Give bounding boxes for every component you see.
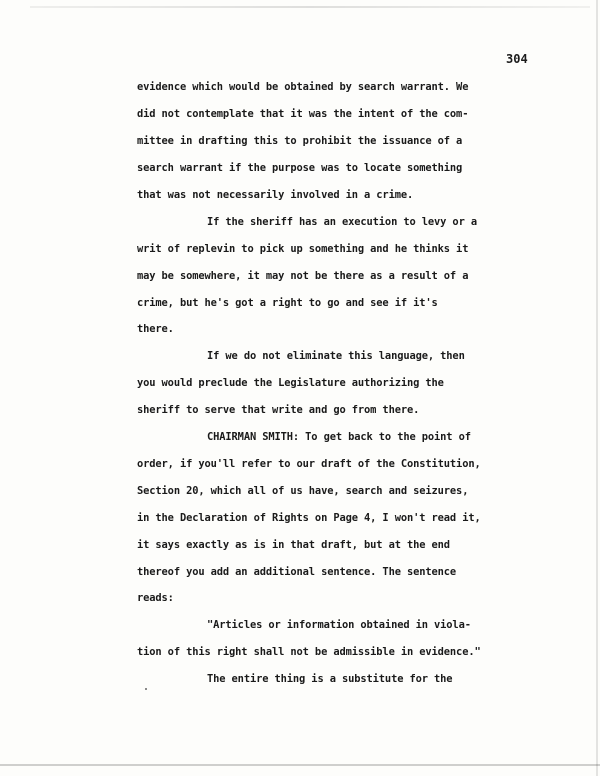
text-line: crime, but he's got a right to go and see if it's: [137, 297, 438, 309]
text-line: order, if you'll refer to our draft of the Constitution,: [137, 458, 481, 470]
text-line: there.: [137, 323, 174, 335]
scan-top-edge: [30, 6, 590, 8]
text-line: mittee in drafting this to prohibit the issuance of a: [137, 135, 463, 147]
text-line: that was not necessarily involved in a crime.: [137, 189, 414, 201]
text-line: evidence which would be obtained by search warrant. We: [137, 81, 469, 93]
text-line: If we do not eliminate this language, then: [207, 350, 465, 362]
text-line: reads:: [137, 592, 174, 604]
text-line: may be somewhere, it may not be there as a result of a: [137, 270, 469, 282]
text-line: Section 20, which all of us have, search and seizures,: [137, 485, 469, 497]
text-line: thereof you add an additional sentence. The sentence: [137, 566, 457, 578]
scan-bottom-edge: [0, 764, 600, 766]
text-line: If the sheriff has an execution to levy or a: [207, 216, 477, 228]
speaker-line: CHAIRMAN SMITH: To get back to the point of: [207, 431, 471, 443]
text-line: writ of replevin to pick up something and he thinks it: [137, 243, 469, 255]
page-number: 304: [506, 52, 528, 66]
text-line: in the Declaration of Rights on Page 4, I won't read it,: [137, 512, 481, 524]
text-line: sheriff to serve that write and go from there.: [137, 404, 420, 416]
text-line: The entire thing is a substitute for the: [207, 673, 453, 685]
text-line: search warrant if the purpose was to locate something: [137, 162, 463, 174]
quote-line: "Articles or information obtained in viola-: [207, 619, 471, 631]
text-line: did not contemplate that it was the intent of the com-: [137, 108, 469, 120]
scan-speck: [145, 688, 147, 690]
quote-line: tion of this right shall not be admissible in evidence.": [137, 646, 481, 658]
text-line: you would preclude the Legislature authorizing the: [137, 377, 444, 389]
scan-right-edge: [596, 0, 598, 776]
text-line: it says exactly as is in that draft, but at the end: [137, 539, 450, 551]
